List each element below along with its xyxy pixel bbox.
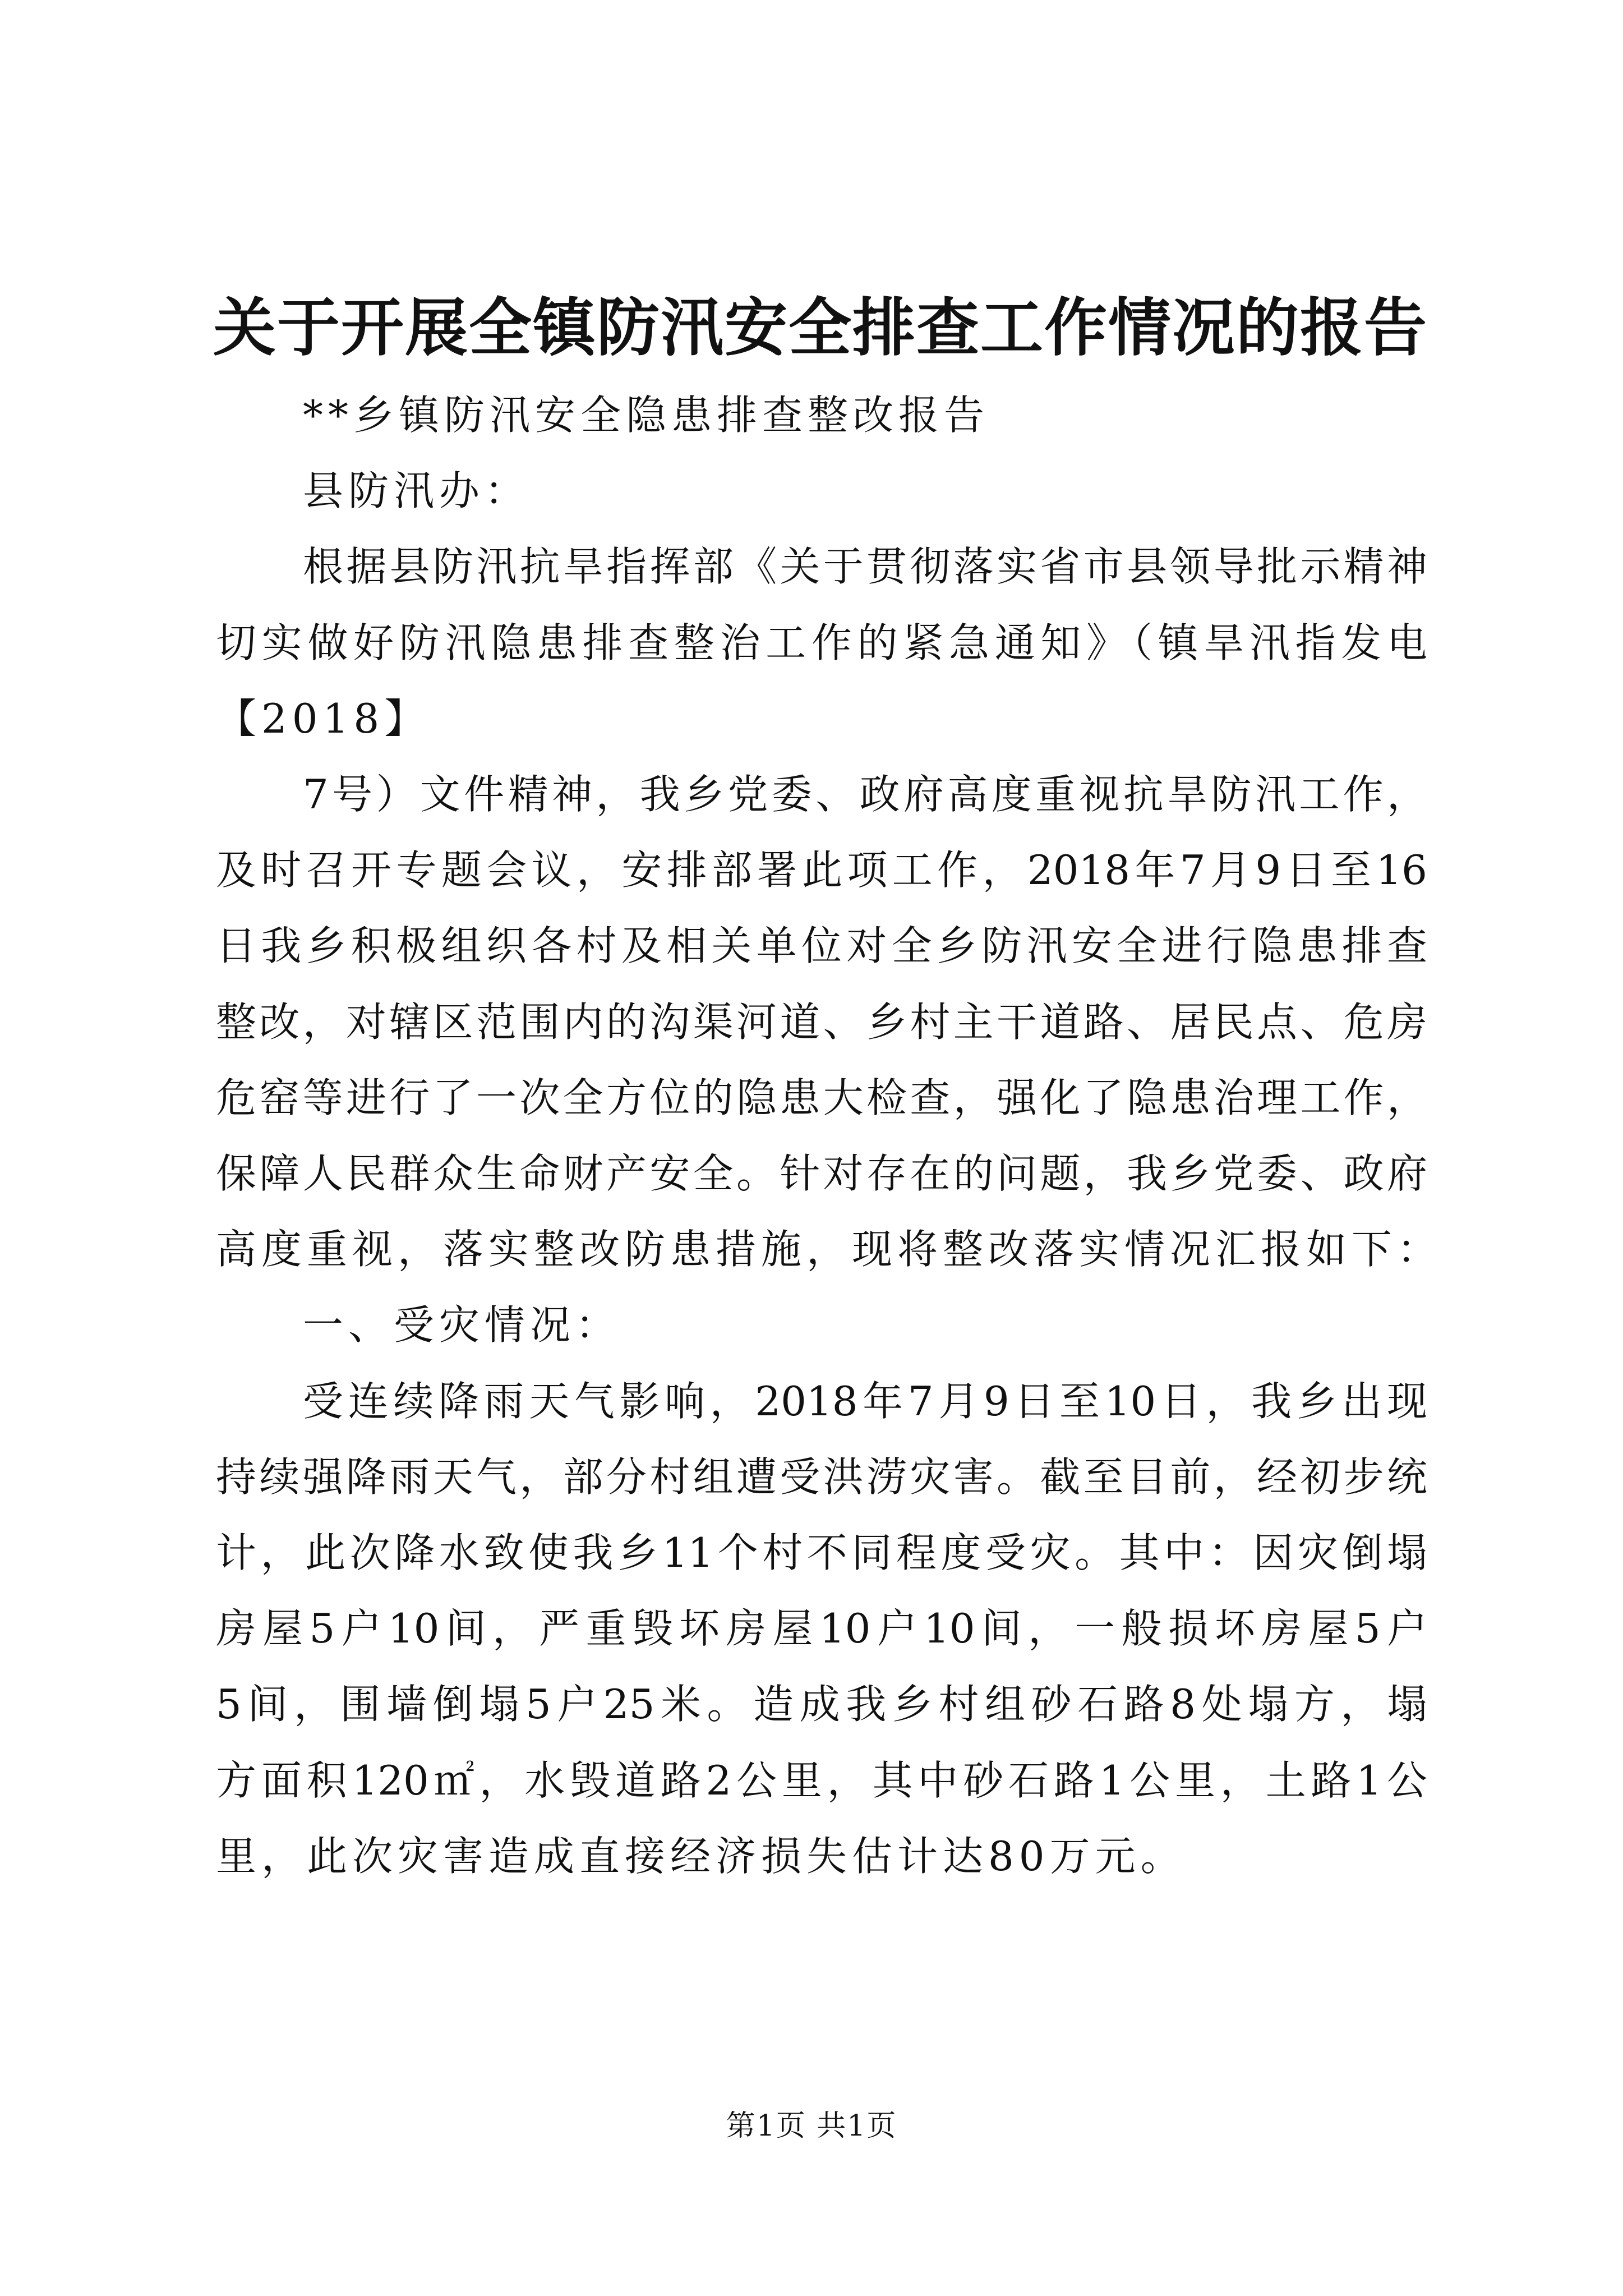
body-line: 日我乡积极组织各村及相关单位对全乡防汛安全进行隐患排查 — [216, 922, 1427, 969]
body-line: 7号）文件精神，我乡党委、政府高度重视抗旱防汛工作， — [303, 771, 1427, 818]
body-line: 保障人民群众生命财产安全。针对存在的问题，我乡党委、政府 — [216, 1150, 1427, 1197]
body-line: 高度重视，落实整改防患措施，现将整改落实情况汇报如下： — [216, 1226, 1443, 1273]
body-line: 房屋5户10间，严重毁坏房屋10户10间，一般损坏房屋5户 — [216, 1605, 1427, 1652]
body-line: 危窑等进行了一次全方位的隐患大检查，强化了隐患治理工作， — [216, 1074, 1427, 1121]
body-line: 方面积120㎡，水毁道路2公里，其中砂石路1公里，土路1公 — [216, 1757, 1427, 1804]
body-line: 一、受灾情况： — [303, 1301, 621, 1349]
body-line: 计，此次降水致使我乡11个村不同程度受灾。其中：因灾倒塌 — [216, 1529, 1427, 1576]
body-line: 受连续降雨天气影响，2018年7月9日至10日，我乡出现 — [303, 1378, 1427, 1425]
body-line: 里，此次灾害造成直接经济损失估计达80万元。 — [216, 1833, 1186, 1880]
body-line: 及时召开专题会议，安排部署此项工作，2018年7月9日至16 — [216, 846, 1427, 894]
body-line: 整改，对辖区范围内的沟渠河道、乡村主干道路、居民点、危房 — [216, 999, 1427, 1046]
body-line: **乡镇防汛安全隐患排查整改报告 — [303, 392, 990, 439]
document-title: 关于开展全镇防汛安全排查工作情况的报告 — [213, 291, 1428, 365]
page-footer: 第1页 共1页 — [726, 2109, 897, 2143]
body-line: 县防汛办： — [303, 467, 531, 514]
body-line: 持续强降雨天气，部分村组遭受洪涝灾害。截至目前，经初步统 — [216, 1453, 1427, 1501]
body-line: 5间，围墙倒塌5户25米。造成我乡村组砂石路8处塌方，塌 — [216, 1681, 1427, 1728]
body-line: 根据县防汛抗旱指挥部《关于贯彻落实省市县领导批示精神 — [303, 543, 1427, 590]
body-line: 【2018】 — [216, 695, 430, 742]
body-line: 切实做好防汛隐患排查整治工作的紧急通知》（镇旱汛指发电 — [216, 619, 1427, 666]
